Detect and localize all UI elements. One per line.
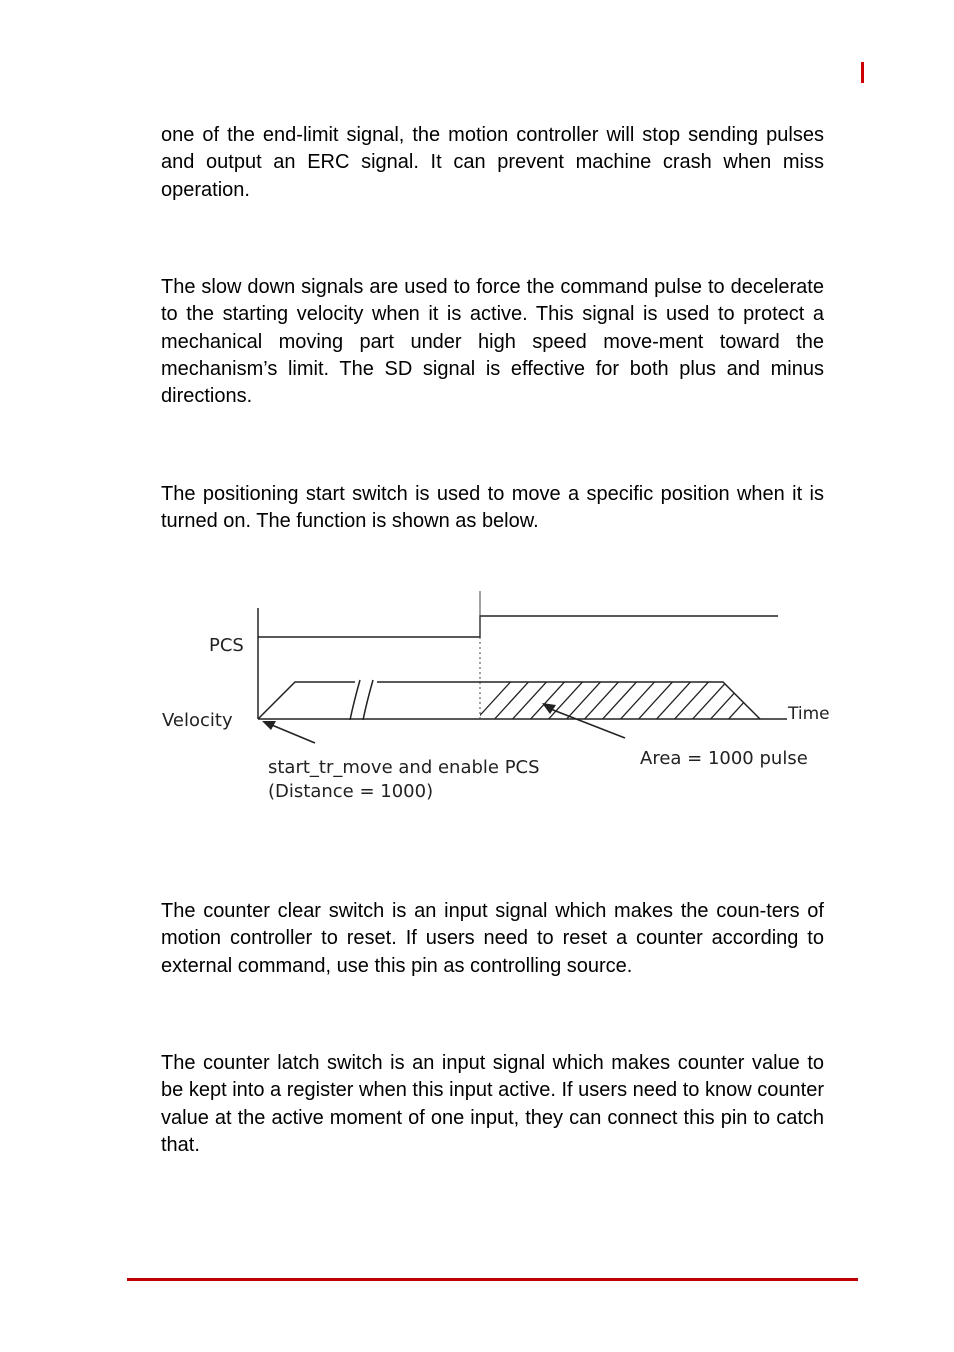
start-pointer-arrow	[267, 723, 315, 743]
header-accent-mark	[861, 62, 864, 83]
paragraph-counter-clear: The counter clear switch is an input signal which makes the coun-ters of motion controller to reset. If users need to reset a counter according to external command, use this pin as controlling source.	[161, 900, 824, 977]
paragraph-positioning-start: The positioning start switch is used to move a specific position when it is turned on. The function is shown as below.	[161, 483, 824, 533]
pcs-timing-diagram	[155, 583, 835, 808]
pcs-label: PCS	[209, 635, 244, 656]
time-label: Time	[788, 704, 830, 724]
paragraph-end-limit: one of the end-limit signal, the motion controller will stop sending pulses and output an ERC signal. It can prevent machine crash when miss operation.	[161, 124, 824, 201]
area-pointer-arrow	[548, 708, 625, 738]
pcs-signal-line	[258, 616, 778, 637]
distance-label: (Distance = 1000)	[268, 781, 434, 802]
velocity-accel-segment	[258, 682, 355, 719]
paragraph-slow-down: The slow down signals are used to force the command pulse to decelerate to the starting velocity when it is active. This signal is used to protect a mechanical moving part under high speed move-ment toward the mechanism’s limit. The SD signal is effective for both plus and minus directions.	[161, 276, 824, 408]
area-label: Area = 1000 pulse	[640, 748, 808, 769]
start-move-label: start_tr_move and enable PCS	[268, 757, 540, 778]
velocity-label: Velocity	[162, 710, 233, 731]
break-mark-left	[350, 680, 360, 720]
break-mark-right	[363, 680, 373, 720]
area-hatching	[473, 677, 767, 723]
paragraph-counter-latch: The counter latch switch is an input signal which makes counter value to be kept into a register when this input active. If users need to know counter value at the active moment of one input, they can connect this pin to catch that.	[161, 1052, 824, 1156]
footer-rule	[127, 1278, 858, 1281]
